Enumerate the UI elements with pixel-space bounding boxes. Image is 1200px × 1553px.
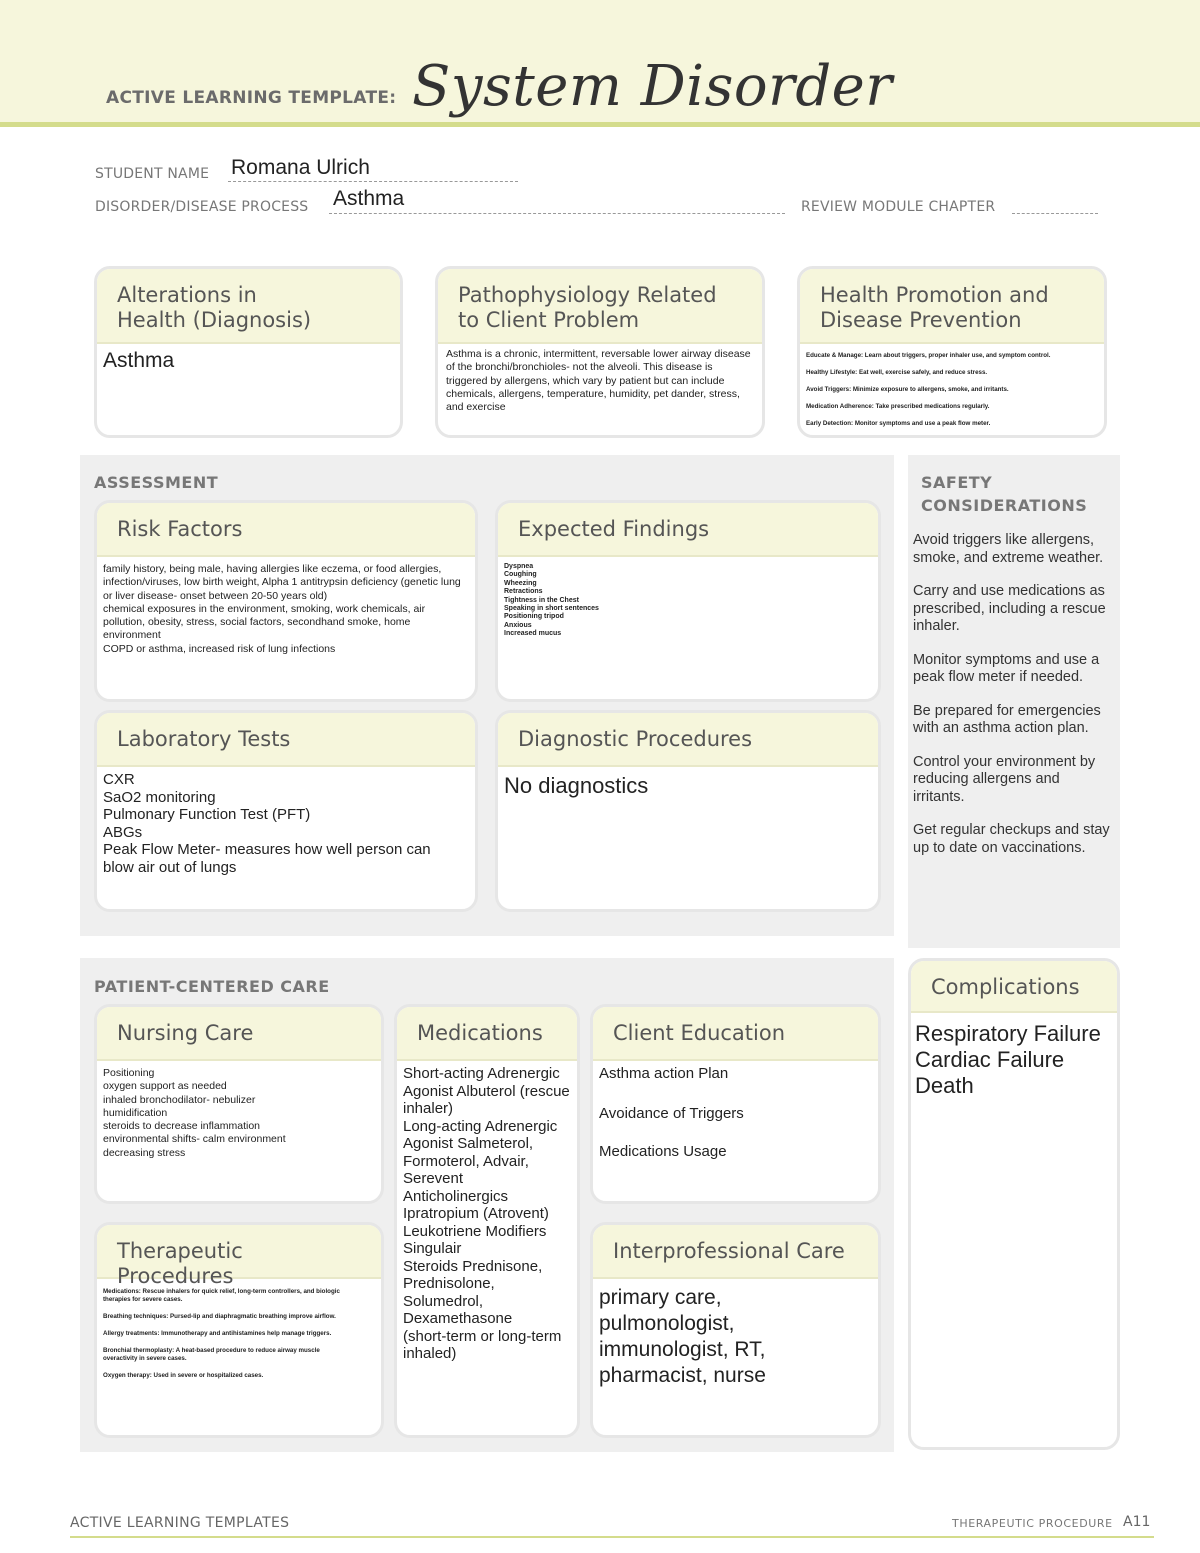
header-rule — [0, 122, 1200, 127]
interprofessional-item: immunologist, RT, — [599, 1338, 766, 1361]
expected-finding-item: Coughing — [504, 571, 537, 579]
interprofessional-item: pharmacist, nurse — [599, 1364, 766, 1387]
expected-finding-item: Anxious — [504, 621, 532, 629]
risk-factors-line: COPD or asthma, increased risk of lung infections — [103, 642, 336, 655]
interprofessional-care-box — [590, 1222, 881, 1438]
safety-body[interactable] — [913, 532, 1113, 873]
patient-care-title: PATIENT-CENTERED CARE — [94, 977, 330, 996]
pathophysiology-title-1: Pathophysiology Related — [458, 283, 717, 307]
nursing-care-body[interactable] — [97, 1061, 381, 1160]
medication-item: Leukotriene Modifiers — [403, 1222, 547, 1240]
lab-test-item: SaO2 monitoring — [103, 788, 216, 806]
pathophysiology-box — [435, 266, 765, 438]
lab-test-item: Pulmonary Function Test (PFT) — [103, 806, 311, 823]
health-promotion-title-2: Disease Prevention — [820, 308, 1022, 332]
risk-factors-line: family history, being male, having allergies like eczema, or food allergies, infection/viruses, low birth weight, Alpha 1 antitrypsin deficiency (genetic lung or liver disease- onset between 20-50 years old) — [103, 563, 461, 602]
alterations-title-1: Alterations in — [117, 283, 257, 307]
medications-box — [394, 1004, 580, 1438]
medications-header — [397, 1007, 577, 1061]
therapeutic-procedure-item: Allergy treatments: Immunotherapy and antihistamines help manage triggers. — [103, 1330, 332, 1337]
risk-factors-line: chemical exposures in the environment, smoking, work chemicals, air pollution, obesity, stress, social factors, secondhand smoke, home environment — [103, 602, 426, 642]
complications-body[interactable] — [911, 1013, 1117, 1099]
nursing-care-item: steroids to decrease inflammation — [103, 1120, 260, 1133]
alterations-title-2: Health (Diagnosis) — [117, 308, 312, 332]
client-education-item: Medications Usage — [599, 1143, 727, 1160]
safety-item: Avoid triggers like allergens, smoke, and extreme weather. — [913, 532, 1104, 566]
medication-item: Anticholinergics — [403, 1187, 509, 1205]
diagnostic-procedures-header — [498, 713, 878, 767]
nursing-care-header — [97, 1007, 381, 1061]
pathophysiology-body[interactable]: Asthma is a chronic, intermittent, reversable lower airway disease of the bronchi/bronchioles- not the alveoli. This disease is triggered by allergens, which vary by patient but can include chemicals, allergens, temperature, humidity, pet dander, stress, and exercise — [446, 348, 751, 414]
nursing-care-item: decreasing stress — [103, 1146, 186, 1159]
client-education-body[interactable] — [593, 1061, 878, 1161]
review-chapter-line — [1012, 194, 1098, 214]
laboratory-tests-body[interactable] — [97, 767, 475, 876]
assessment-title: ASSESSMENT — [94, 473, 219, 492]
medication-item: Short-acting Adrenergic Agonist Albuterol (rescue inhaler) — [403, 1065, 570, 1117]
health-promotion-line: Healthy Lifestyle: Eat well, exercise safely, and reduce stress. — [806, 369, 988, 376]
safety-item: Monitor symptoms and use a peak flow meter if needed. — [913, 651, 1100, 685]
therapeutic-procedure-item: Bronchial thermoplasty: A heat-based procedure to reduce airway muscle overactivity in severe cases. — [103, 1347, 320, 1362]
footer-right: THERAPEUTIC PROCEDURE — [952, 1517, 1113, 1530]
expected-finding-item: Dyspnea — [504, 563, 534, 570]
lab-test-item: ABGs — [103, 823, 143, 841]
nursing-care-item: environmental shifts- calm environment — [103, 1133, 286, 1146]
health-promotion-header — [800, 269, 1104, 344]
risk-factors-title: Risk Factors — [117, 517, 243, 541]
expected-findings-box — [495, 500, 881, 702]
health-promotion-line: Educate & Manage: Learn about triggers, proper inhaler use, and symptom control. — [806, 352, 1051, 359]
nursing-care-item: Positioning — [103, 1067, 155, 1079]
client-education-item: Asthma action Plan — [599, 1065, 729, 1082]
expected-finding-item: Positioning tripod — [504, 613, 564, 621]
health-promotion-title-1: Health Promotion and — [820, 283, 1049, 307]
interprofessional-care-title: Interprofessional Care — [613, 1239, 845, 1263]
expected-finding-item: Increased mucus — [504, 630, 562, 638]
medication-item: (short-term or long-term inhaled) — [403, 1327, 562, 1362]
client-education-item: Avoidance of Triggers — [599, 1104, 744, 1122]
therapeutic-procedures-title: Therapeutic Procedures — [117, 1239, 243, 1288]
diagnostic-procedures-box — [495, 710, 881, 912]
diagnostic-procedures-body[interactable]: No diagnostics — [504, 773, 649, 798]
expected-finding-item: Tightness in the Chest — [504, 596, 579, 604]
therapeutic-procedure-item: Breathing techniques: Pursed-lip and diaphragmatic breathing improve airflow. — [103, 1313, 336, 1320]
interprofessional-item: pulmonologist, — [599, 1312, 735, 1335]
alterations-header — [97, 269, 400, 344]
safety-item: Be prepared for emergencies with an asthma action plan. — [913, 702, 1101, 736]
medications-body[interactable] — [397, 1061, 577, 1363]
lab-test-item: CXR — [103, 771, 135, 788]
complications-box — [908, 958, 1120, 1450]
risk-factors-box — [94, 500, 478, 702]
health-promotion-line: Medication Adherence: Take prescribed medications regularly. — [806, 403, 990, 410]
footer-left: ACTIVE LEARNING TEMPLATES — [70, 1515, 290, 1531]
client-education-box — [590, 1004, 881, 1204]
expected-findings-header — [498, 503, 878, 557]
expected-finding-item: Retractions — [504, 588, 543, 596]
complication-item: Death — [915, 1073, 974, 1098]
therapeutic-procedure-item: Oxygen therapy: Used in severe or hospitalized cases. — [103, 1372, 264, 1379]
health-promotion-line: Avoid Triggers: Minimize exposure to allergens, smoke, and irritants. — [806, 386, 1009, 393]
medication-item: Long-acting Adrenergic Agonist Salmeterol, Formoterol, Advair, Serevent — [403, 1117, 558, 1187]
interprofessional-care-body[interactable] — [593, 1279, 878, 1389]
alterations-body[interactable]: Asthma — [103, 349, 175, 372]
therapeutic-procedure-item: Medications: Rescue inhalers for quick relief, long-term controllers, and biologic therapies for severe cases. — [103, 1288, 340, 1303]
nursing-care-title: Nursing Care — [117, 1021, 254, 1045]
safety-item: Carry and use medications as prescribed, including a rescue inhaler. — [913, 583, 1106, 634]
client-education-header — [593, 1007, 878, 1061]
laboratory-tests-header — [97, 713, 475, 767]
medication-item: Steroids Prednisone, Prednisolone, Solumedrol, Dexamethasone — [403, 1257, 543, 1327]
expected-finding-item: Wheezing — [504, 579, 537, 587]
therapeutic-procedures-box — [94, 1222, 384, 1438]
complications-title: Complications — [931, 975, 1080, 999]
disorder-field[interactable]: Asthma — [333, 187, 405, 210]
complications-header — [911, 961, 1117, 1013]
medication-item: Ipratropium (Atrovent) — [403, 1205, 549, 1222]
therapeutic-procedures-body[interactable] — [97, 1279, 381, 1380]
interprofessional-item: primary care, — [599, 1286, 722, 1309]
safety-title-2: CONSIDERATIONS — [921, 496, 1088, 515]
alterations-box — [94, 266, 403, 438]
disorder-label: DISORDER/DISEASE PROCESS — [95, 199, 309, 215]
nursing-care-item: inhaled bronchodilator- nebulizer — [103, 1093, 256, 1106]
template-label: ACTIVE LEARNING TEMPLATE: — [106, 88, 397, 108]
student-name-field[interactable]: Romana Ulrich — [231, 156, 370, 179]
safety-title-1: SAFETY — [921, 473, 993, 492]
nursing-care-box — [94, 1004, 384, 1204]
interprofessional-care-header — [593, 1225, 878, 1279]
client-education-title: Client Education — [613, 1021, 786, 1045]
nursing-care-item: oxygen support as needed — [103, 1080, 227, 1093]
risk-factors-header — [97, 503, 475, 557]
expected-finding-item: Speaking in short sentences — [504, 605, 599, 613]
review-chapter-label: REVIEW MODULE CHAPTER — [801, 199, 996, 215]
diagnostic-procedures-title: Diagnostic Procedures — [518, 727, 753, 751]
safety-item: Get regular checkups and stay up to date on vaccinations. — [913, 822, 1110, 856]
expected-findings-title: Expected Findings — [518, 517, 710, 541]
expected-findings-body[interactable] — [498, 557, 878, 639]
medication-item: Singulair — [403, 1240, 462, 1257]
health-promotion-line: Early Detection: Monitor symptoms and use a peak flow meter. — [806, 420, 991, 427]
safety-title — [921, 471, 1087, 517]
health-promotion-box — [797, 266, 1107, 438]
laboratory-tests-title: Laboratory Tests — [117, 727, 291, 751]
medications-title: Medications — [417, 1021, 543, 1045]
therapeutic-procedures-header — [97, 1225, 381, 1288]
complication-item: Respiratory Failure — [915, 1021, 1101, 1046]
footer-page-number: A11 — [1123, 1514, 1151, 1530]
risk-factors-body[interactable] — [97, 557, 475, 656]
health-promotion-body[interactable] — [800, 344, 1104, 428]
student-name-label: STUDENT NAME — [95, 166, 210, 182]
complication-item: Cardiac Failure — [915, 1047, 1065, 1072]
lab-test-item: Peak Flow Meter- measures how well person can blow air out of lungs — [103, 841, 431, 876]
pathophysiology-title-2: to Client Problem — [458, 308, 640, 332]
nursing-care-item: humidification — [103, 1106, 168, 1119]
footer-rule — [70, 1536, 1154, 1538]
template-title: System Disorder — [412, 54, 893, 119]
laboratory-tests-box — [94, 710, 478, 912]
pathophysiology-header — [438, 269, 762, 344]
safety-item: Control your environment by reducing allergens and irritants. — [913, 753, 1096, 805]
